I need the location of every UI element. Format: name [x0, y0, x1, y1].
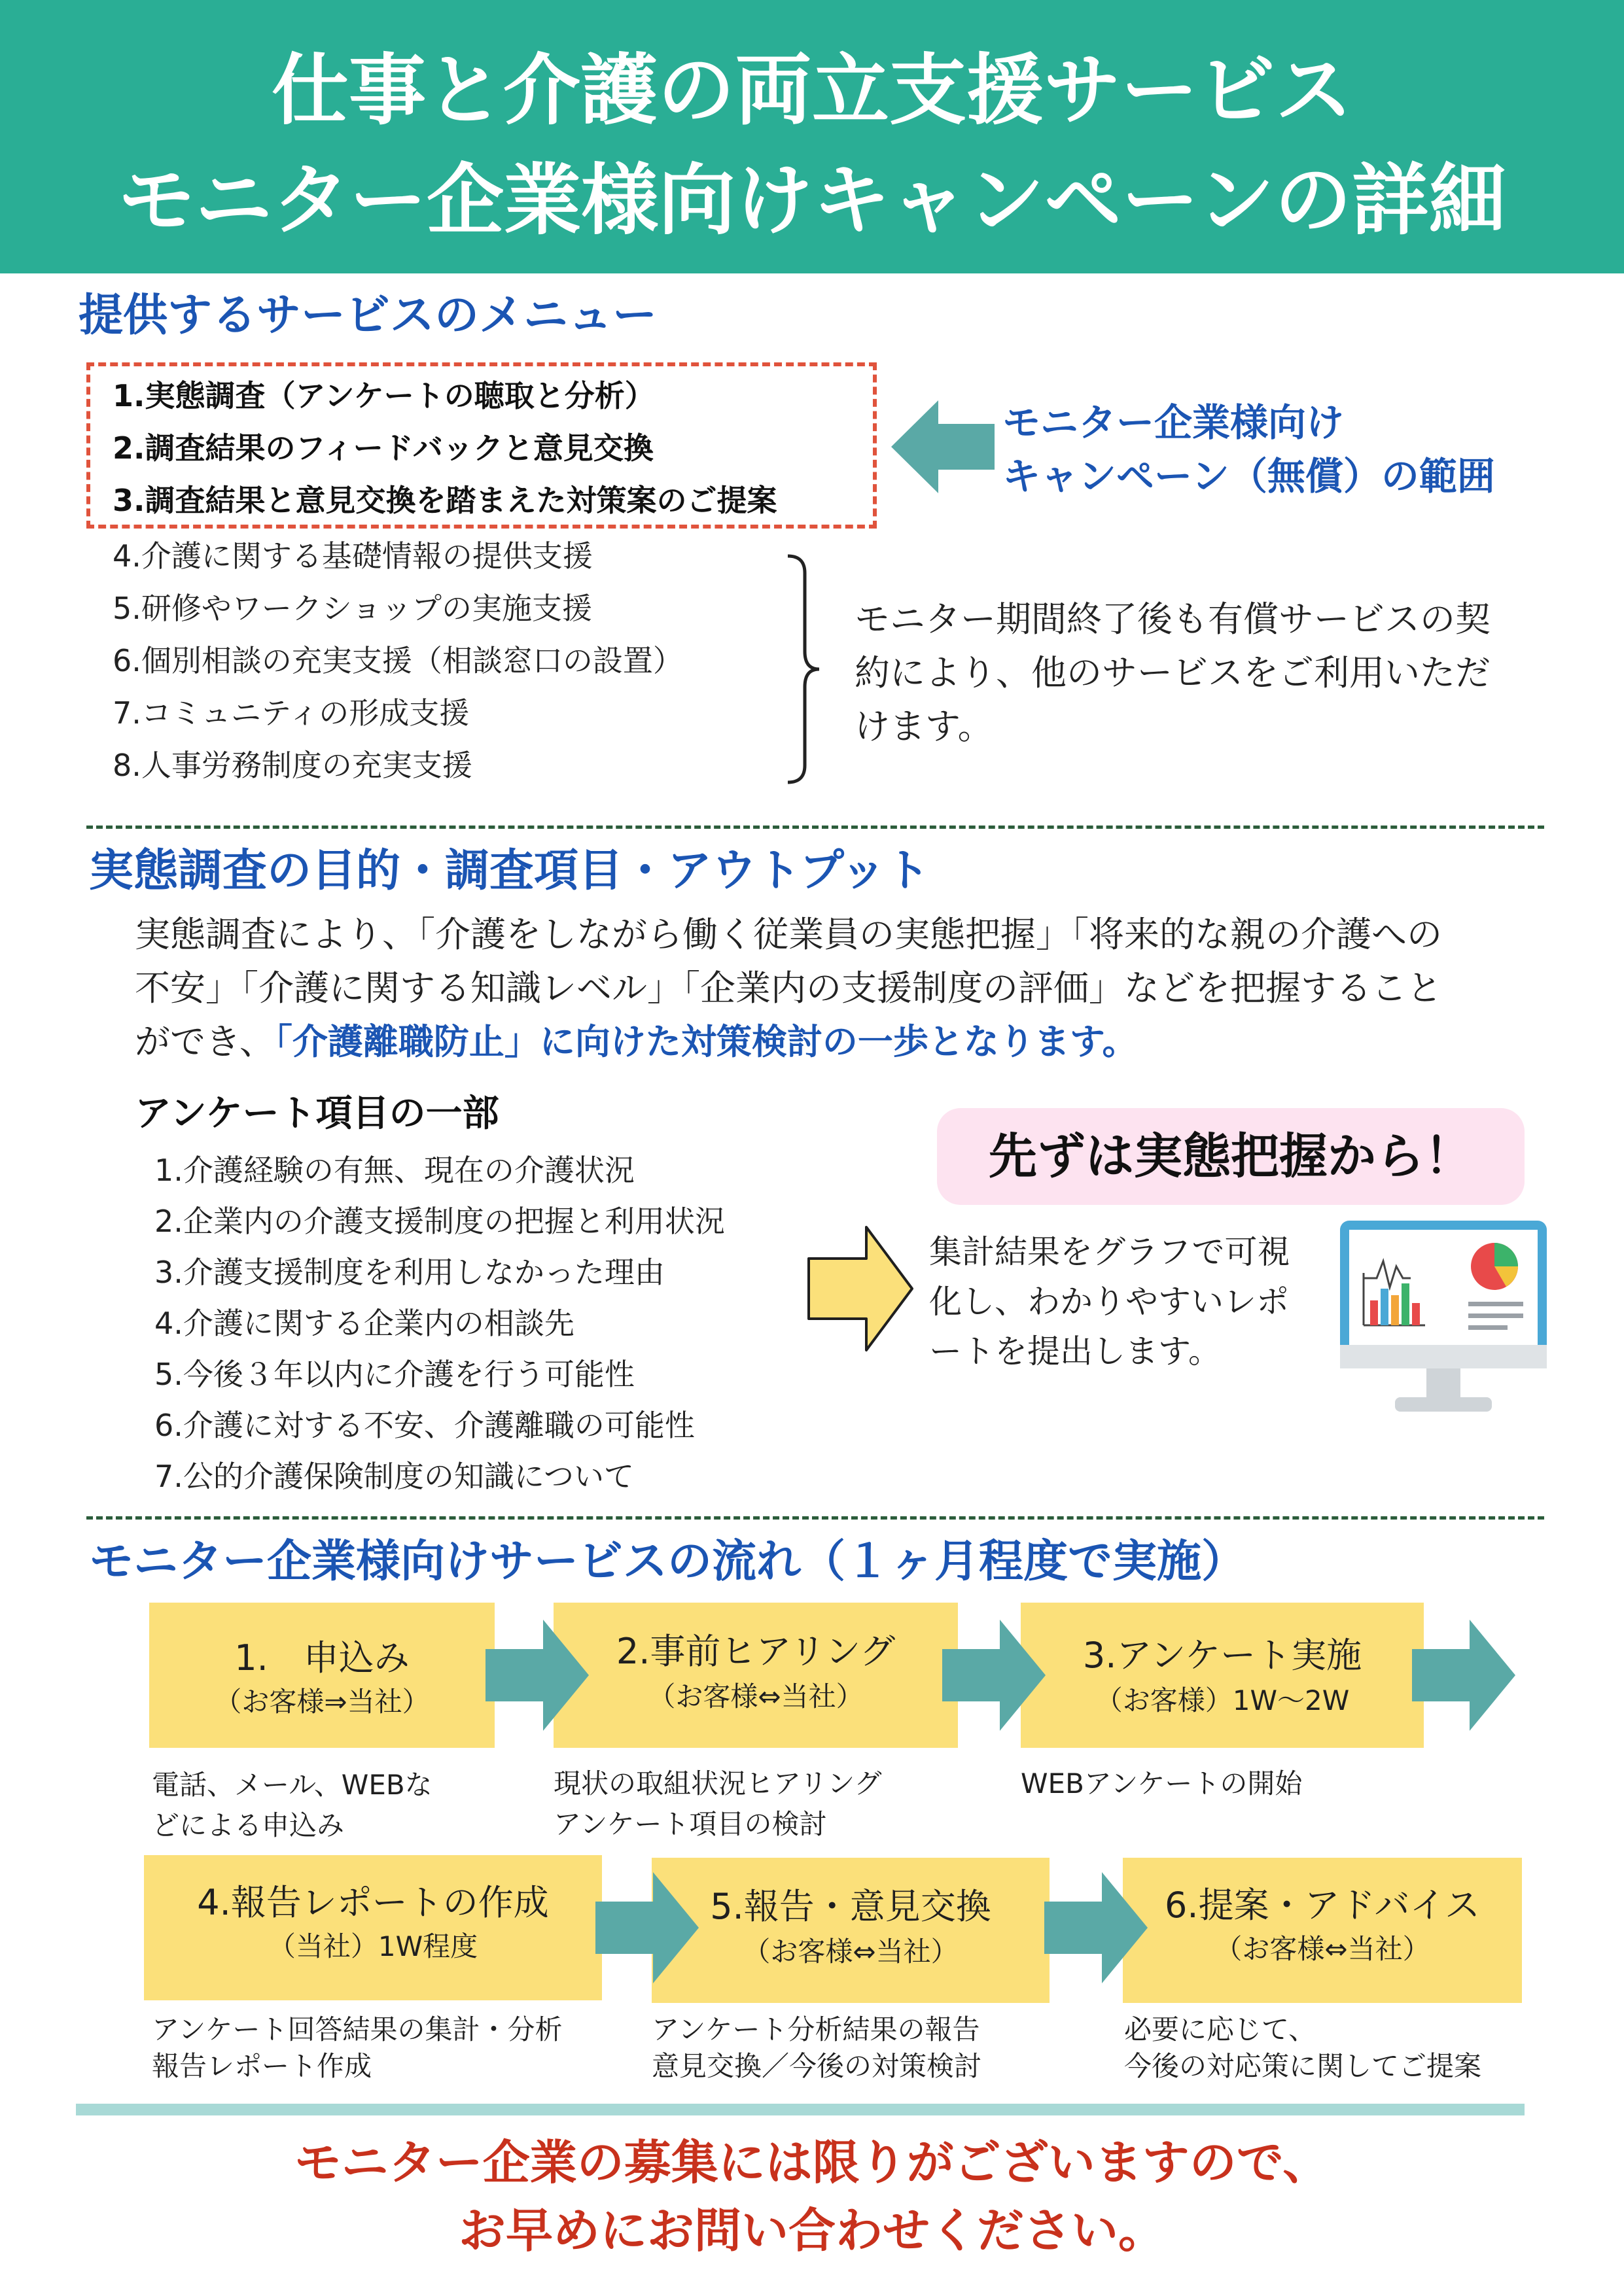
menu-item-6: 6.個別相談の充実支援（相談窓口の設置） [113, 643, 683, 678]
flow-step-5 [652, 1858, 1050, 2003]
flow-step-3 [1021, 1603, 1424, 1748]
section-divider-1 [86, 826, 1544, 829]
flow-arrow-icon [595, 1872, 700, 1983]
graph-note-line1: 集計結果をグラフで可視 [929, 1233, 1290, 1271]
flow-step-5-desc1: アンケート分析結果の報告 [652, 2013, 980, 2045]
callout-box [937, 1108, 1525, 1205]
questionnaire-item-2: 2.企業内の介護支援制度の把握と利用状況 [154, 1204, 725, 1239]
menu-heading: 提供するサービスのメニュー [79, 290, 658, 341]
page-title-line1: 仕事と介護の両立支援サービス [271, 45, 1352, 135]
flow-step-3-title: 3.アンケート実施 [1082, 1635, 1362, 1676]
flow-step-6-desc2: 今後の対応策に関してご提案 [1124, 2050, 1482, 2082]
flow-step-4 [144, 1855, 602, 2000]
flow-arrow-icon [942, 1620, 1047, 1731]
flow-arrow-icon [485, 1620, 590, 1731]
flow-step-2-title: 2.事前ヒアリング [616, 1631, 896, 1672]
flow-step-1 [149, 1603, 495, 1748]
flow-step-1-title: 1. 申込み [234, 1637, 410, 1679]
survey-paragraph-line2: 不安」「介護に関する知識レベル」「企業内の支援制度の評価」などを把握すること [135, 967, 1442, 1009]
survey-paragraph-line3 [135, 1015, 1138, 1069]
campaign-note-line2: キャンペーン（無償）の範囲 [1002, 454, 1495, 498]
flow-step-6-desc1: 必要に応じて、 [1124, 2013, 1316, 2045]
flow-step-1-desc1: 電話、メール、WEBな [152, 1769, 432, 1801]
flow-step-2-sub: （お客様⇔当社） [648, 1680, 864, 1713]
survey-heading: 実態調査の目的・調査項目・アウトプット [89, 845, 930, 897]
menu-item-8: 8.人事労務制度の充実支援 [113, 748, 472, 783]
menu-item-2: 2.調査結果のフィードバックと意見交換 [113, 430, 654, 466]
flow-step-5-title: 5.報告・意見交換 [710, 1886, 991, 1927]
menu-item-7: 7.コミュニティの形成支援 [113, 695, 470, 731]
right-arrow-icon [806, 1225, 915, 1353]
closing-line2: お早めにお問い合わせください。 [458, 2203, 1165, 2258]
questionnaire-item-7: 7.公的介護保険制度の知識について [154, 1459, 634, 1494]
callout-text: 先ずは実態把握から！ [989, 1128, 1473, 1185]
campaign-note-line1: モニター企業様向け [1002, 400, 1345, 445]
paid-note-line1: モニター期間終了後も有償サービスの契 [855, 599, 1491, 640]
survey-paragraph-line1: 実態調査により、「介護をしながら働く従業員の実態把握」「将来的な親の介護への [135, 914, 1442, 955]
flow-step-3-sub: （お客様）1W〜2W [1095, 1684, 1350, 1716]
flow-step-2-desc2: アンケート項目の検討 [554, 1808, 827, 1840]
flow-step-5-sub: （お客様⇔当社） [743, 1936, 959, 1968]
flow-step-6-title: 6.提案・アドバイス [1165, 1885, 1480, 1926]
menu-item-1: 1.実態調査（アンケートの聴取と分析） [113, 378, 655, 413]
menu-item-5: 5.研修やワークショップの実施支援 [113, 591, 592, 626]
survey-paragraph-line3-plain: ができ、 [135, 1021, 275, 1062]
flow-step-4-title: 4.報告レポートの作成 [197, 1882, 549, 1923]
section-divider-2 [86, 1516, 1544, 1520]
flow-step-5-desc2: 意見交換／今後の対策検討 [652, 2050, 982, 2082]
flow-step-4-desc1: アンケート回答結果の集計・分析 [152, 2013, 563, 2045]
questionnaire-item-6: 6.介護に対する不安、介護離職の可能性 [154, 1408, 695, 1443]
flow-step-6-sub: （お客様⇔当社） [1214, 1933, 1430, 1965]
flow-step-3-desc1: WEBアンケートの開始 [1021, 1767, 1303, 1800]
flow-step-4-sub: （当社）1W程度 [268, 1930, 478, 1962]
flow-step-2-desc1: 現状の取組状況ヒアリング [554, 1767, 882, 1800]
questionnaire-item-3: 3.介護支援制度を利用しなかった理由 [154, 1255, 665, 1290]
paid-note-line2: 約により、他のサービスをご利用いただ [855, 652, 1491, 693]
left-arrow-icon [891, 400, 995, 493]
flow-step-1-sub: （お客様⇒当社） [214, 1686, 430, 1718]
questionnaire-item-1: 1.介護経験の有無、現在の介護状況 [154, 1153, 635, 1188]
flow-step-6 [1123, 1858, 1522, 2003]
flow-arrow-icon [1412, 1620, 1517, 1731]
questionnaire-item-5: 5.今後３年以内に介護を行う可能性 [154, 1357, 635, 1392]
flow-step-2 [554, 1603, 958, 1748]
flow-step-1-desc2: どによる申込み [152, 1809, 345, 1841]
survey-paragraph-highlight: 「介護離職防止」に向けた対策検討の一歩となります。 [274, 1021, 1138, 1062]
closing-line1: モニター企業の募集には限りがございますので、 [294, 2135, 1330, 2190]
menu-item-3: 3.調査結果と意見交換を踏まえた対策案のご提案 [113, 483, 777, 518]
closing-divider-bar [76, 2104, 1525, 2115]
questionnaire-item-4: 4.介護に関する企業内の相談先 [154, 1306, 574, 1341]
questionnaire-heading: アンケート項目の一部 [135, 1092, 499, 1135]
graph-note-line3: ートを提出します。 [929, 1332, 1221, 1370]
page-title-line2: モニター企業様向けキャンペーンの詳細 [118, 155, 1506, 245]
flow-step-4-desc2: 報告レポート作成 [152, 2050, 372, 2082]
flow-heading: モニター企業様向けサービスの流れ（１ヶ月程度で実施） [89, 1536, 1246, 1588]
flow-arrow-icon [1044, 1872, 1149, 1983]
graph-note-line2: 化し、わかりやすいレポ [929, 1283, 1289, 1321]
paid-note-line3: けます。 [855, 706, 993, 747]
curly-brace-icon [783, 553, 822, 785]
header-banner [0, 0, 1624, 273]
monitor-chart-icon [1340, 1221, 1547, 1421]
menu-item-4: 4.介護に関する基礎情報の提供支援 [113, 538, 593, 574]
